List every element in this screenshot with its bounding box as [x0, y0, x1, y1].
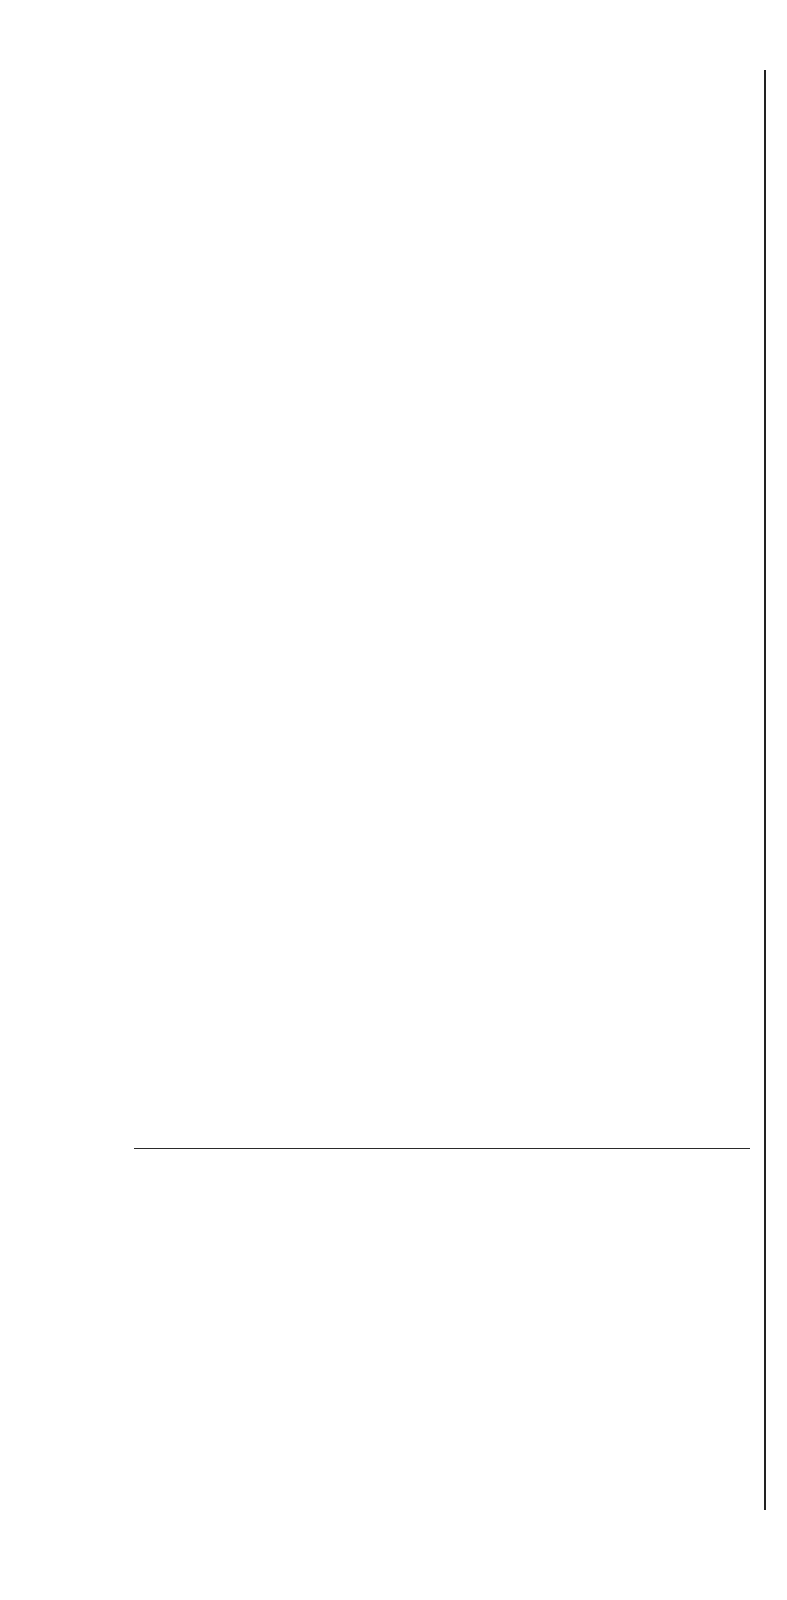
watermark-stamp — [596, 1500, 766, 1590]
letter-opening-1 — [134, 1147, 750, 1149]
column-divider — [764, 70, 766, 1510]
page-footer — [96, 1520, 118, 1552]
